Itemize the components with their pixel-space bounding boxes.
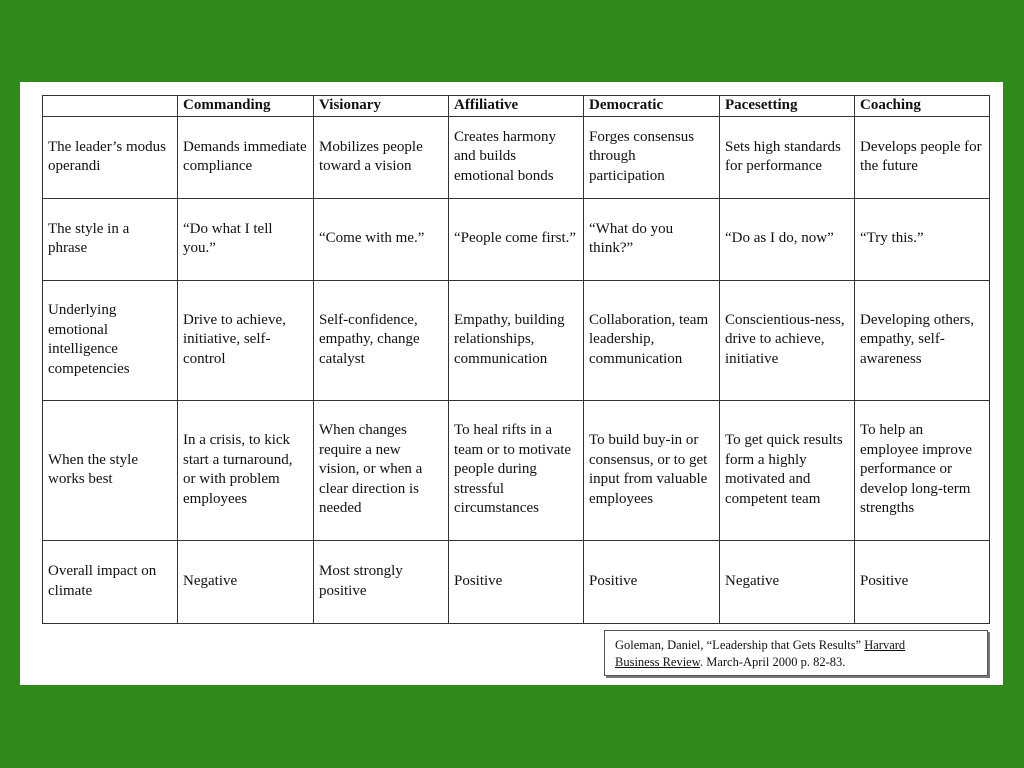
header-row xyxy=(43,96,990,117)
citation-journal-a: Harvard xyxy=(864,638,906,652)
table-row xyxy=(43,116,990,198)
table-row xyxy=(43,400,990,540)
table-cell: To get quick results form a highly motivated and competent team xyxy=(720,400,855,540)
table-cell: Sets high standards for performance xyxy=(720,116,855,198)
table-cell: Self-confidence, empathy, change catalyst xyxy=(314,280,449,400)
table-cell: Creates harmony and builds emotional bonds xyxy=(449,116,584,198)
table-cell: Most strongly positive xyxy=(314,540,449,623)
table-cell: When changes require a new vision, or when a clear direction is needed xyxy=(314,400,449,540)
table-cell: Conscientious-ness, drive to achieve, initiative xyxy=(720,280,855,400)
table-cell: Drive to achieve, initiative, self-control xyxy=(178,280,314,400)
table-cell: Collaboration, team leadership, communication xyxy=(584,280,720,400)
row-label: When the style works best xyxy=(43,400,178,540)
header-cell-empty xyxy=(43,96,178,117)
table-cell: Forges consensus through participation xyxy=(584,116,720,198)
row-label: The style in a phrase xyxy=(43,198,178,280)
table-cell: “What do you think?” xyxy=(584,198,720,280)
table-cell: Develops people for the future xyxy=(855,116,990,198)
table-cell: Mobilizes people toward a vision xyxy=(314,116,449,198)
slide-page xyxy=(20,82,1003,685)
citation-journal-b: Business Review xyxy=(615,655,700,669)
table-cell: In a crisis, to kick start a turnaround, or with problem employees xyxy=(178,400,314,540)
table-cell: “People come first.” xyxy=(449,198,584,280)
table-cell: Positive xyxy=(584,540,720,623)
header-coaching: Coaching xyxy=(855,96,990,117)
table-cell: “Try this.” xyxy=(855,198,990,280)
table-cell: “Do what I tell you.” xyxy=(178,198,314,280)
table-cell: “Come with me.” xyxy=(314,198,449,280)
table-cell: Positive xyxy=(855,540,990,623)
header-commanding: Commanding xyxy=(178,96,314,117)
table-row xyxy=(43,198,990,280)
table-cell: Negative xyxy=(720,540,855,623)
table-row xyxy=(43,280,990,400)
header-affiliative: Affiliative xyxy=(449,96,584,117)
leadership-styles-table xyxy=(42,95,990,624)
table-cell: To help an employee improve performance or develop long-term strengths xyxy=(855,400,990,540)
row-label: Overall impact on climate xyxy=(43,540,178,623)
table-cell: Developing others, empathy, self-awareness xyxy=(855,280,990,400)
header-democratic: Democratic xyxy=(584,96,720,117)
table-cell: Empathy, building relationships, communication xyxy=(449,280,584,400)
table-row xyxy=(43,540,990,623)
row-label: Underlying emotional intelligence competencies xyxy=(43,280,178,400)
table-cell: To heal rifts in a team or to motivate people during stressful circumstances xyxy=(449,400,584,540)
header-pacesetting: Pacesetting xyxy=(720,96,855,117)
table-cell: To build buy-in or consensus, or to get input from valuable employees xyxy=(584,400,720,540)
citation-prefix: Goleman, Daniel, “Leadership that Gets Results” xyxy=(615,638,865,652)
citation-box xyxy=(604,630,988,676)
header-visionary: Visionary xyxy=(314,96,449,117)
table-cell: Demands immediate compliance xyxy=(178,116,314,198)
table-cell: “Do as I do, now” xyxy=(720,198,855,280)
table-cell: Negative xyxy=(178,540,314,623)
row-label: The leader’s modus operandi xyxy=(43,116,178,198)
citation-suffix: . March-April 2000 p. 82-83. xyxy=(699,655,846,669)
table-cell: Positive xyxy=(449,540,584,623)
